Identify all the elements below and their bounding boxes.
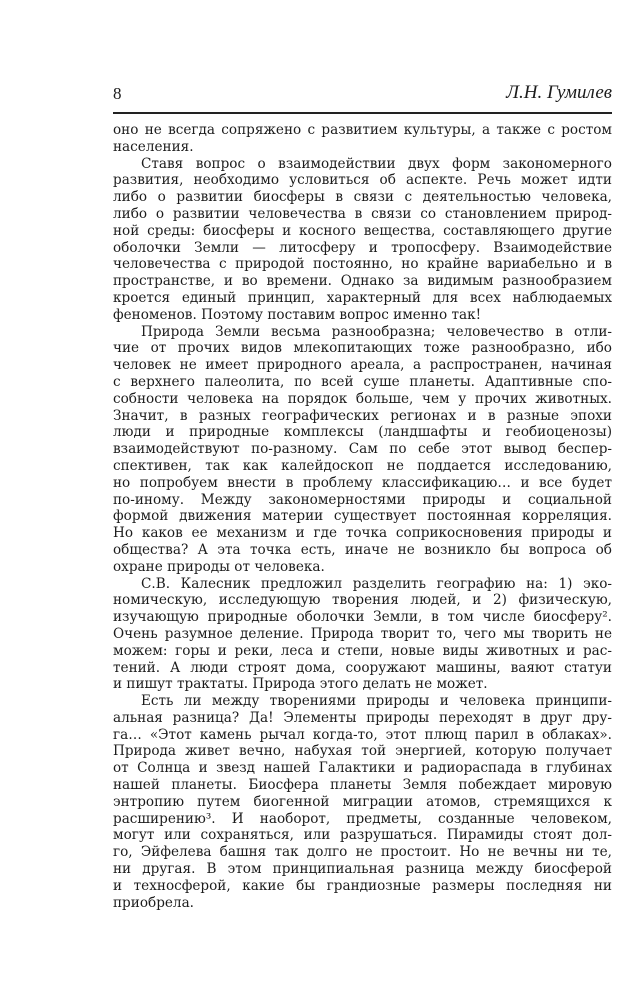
text-line: либо о развитии биосферы в связи с деятельностью человека, [113,189,612,206]
header-rule [113,112,612,114]
text-line: человечества с природой постоянно, но крайне вариабельно и в [113,256,612,273]
text-line: с верхнего палеолита, по всей суше планеты. Адаптивные спо- [113,373,612,390]
text-line: Природа живет вечно, набухая той энергией, которую получает [113,743,612,760]
text-line: С.В. Калесник предложил разделить географию на: 1) эко- [141,575,612,592]
paragraph [113,576,612,694]
text-line: люди и природные комплексы (ландшафты и геобиоценозы) [113,424,612,441]
text-line: Значит, в разных географических регионах и в разные эпохи [113,407,612,424]
text-line: формой движения материи существует постоянная корреляция. [113,508,612,525]
text-line: оно не всегда сопряжено с развитием культуры, а также с ростом [113,122,612,138]
running-header [113,82,612,112]
text-line: изучающую природные оболочки Земли, в том числе биосферу². [113,609,612,626]
page-number: 8 [113,84,122,103]
paragraph [113,156,612,324]
text-line: ни другая. В этом принципиальная разница между биосферой [113,861,612,878]
text-line: тений. А люди строят дома, сооружают машины, ваяют статуи [113,659,612,676]
text-line: пространстве, и во времени. Однако за видимым разнообразием [113,273,612,290]
text-line: от Солнца и звезд нашей Галактики и радиораспада в глубинах [113,760,612,777]
text-line: спективен, так как калейдоскоп не поддается исследованию, [113,457,612,474]
text-line: феноменов. Поэтому поставим вопрос именно так! [113,306,482,323]
text-line: развития, необходимо условиться об аспекте. Речь может идти [113,172,612,189]
running-head-author: Л.Н. Гумилев [506,82,612,103]
text-line: человек не имеет природного ареала, а распространен, начиная [113,357,612,374]
text-line: нашей планеты. Биосфера планеты Земля побеждает мировую [113,777,612,794]
text-line: взаимодействуют по-разному. Сам по себе этот вывод беспер- [113,441,612,458]
paragraph [113,122,612,156]
text-line: либо о развитии человечества в связи со становлением природ- [113,205,612,222]
text-line: населения. [113,138,194,155]
text-line: ной среды: биосферы и косного вещества, составляющего другие [113,222,612,239]
text-line: общества? А эта точка есть, иначе не возникло бы вопроса об [113,541,612,558]
text-line: энтропию путем биогенной миграции атомов, стремящихся к [113,793,612,810]
text-line: Но каков ее механизм и где точка соприкосновения природы и [113,525,612,542]
text-line: по-иному. Между закономерностями природы и социальной [113,491,612,508]
paragraph [113,324,612,576]
text-line: Природа Земли весьма разнообразна; человечество в отли- [141,323,612,340]
text-line: номическую, исследующую творения людей, и 2) физическую, [113,592,612,609]
text-line: Ставя вопрос о взаимодействии двух форм закономерного [141,155,612,172]
text-line: можем: горы и реки, леса и степи, новые виды животных и рас- [113,642,612,659]
text-line: альная разница? Да! Элементы природы переходят в друг дру- [113,709,612,726]
text-line: собности человека на порядок больше, чем у прочих животных. [113,390,612,407]
text-line: и пишут трактаты. Природа этого делать не может. [113,676,488,693]
text-line: охране природы от человека. [113,558,325,575]
text-line: и техносферой, какие бы грандиозные размеры последняя ни [113,877,612,894]
body-text [113,122,612,911]
text-line: приобрела. [113,894,194,911]
text-line: расширению³. И наоборот, предметы, созданные человеком, [113,810,612,827]
text-line: чие от прочих видов млекопитающих тоже разнообразно, ибо [113,340,612,357]
text-line: го, Эйфелева башня так долго не простоит. Но не вечны ни те, [113,844,612,861]
text-line: но попробуем внести в проблему классификацию… и все будет [113,474,612,491]
text-line: Очень разумное деление. Природа творит то, чего мы творить не [113,625,612,642]
text-line: кроется единый принцип, характерный для всех наблюдаемых [113,289,612,306]
text-line: оболочки Земли — литосферу и тропосферу. Взаимодействие [113,239,612,256]
text-line: Есть ли между творениями природы и человека принципи- [141,693,612,710]
text-line: га… «Этот камень рычал когда-то, этот плющ парил в облаках». [113,726,612,743]
paragraph [113,693,612,911]
text-line: могут или сохраняться, или разрушаться. Пирамиды стоят дол- [113,827,612,844]
